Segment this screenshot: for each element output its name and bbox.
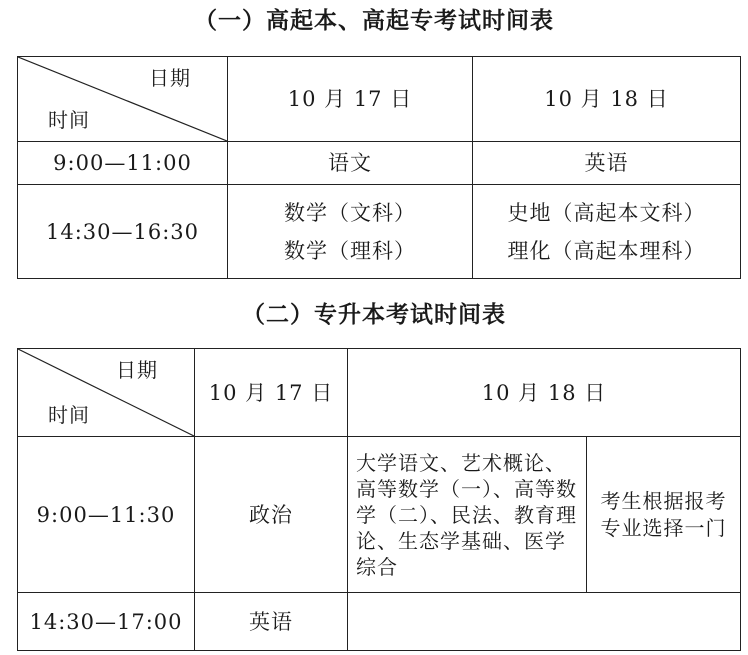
diagonal-header-cell [18, 57, 228, 142]
table-row [18, 185, 741, 279]
time-slot: 9:00—11:00 [18, 142, 228, 185]
table-row [18, 593, 741, 651]
diagonal-header-cell [18, 349, 195, 437]
subject-cell: 英语 [195, 593, 348, 651]
diagonal-line [18, 349, 194, 436]
time-label: 时间 [48, 403, 90, 427]
section1-title: （一）高起本、高起专考试时间表 [194, 8, 554, 34]
table-row [18, 142, 741, 185]
time-slot: 14:30—17:00 [18, 593, 195, 651]
subject-cell [473, 185, 741, 279]
empty-cell [348, 593, 741, 651]
subject-cell: 英语 [473, 142, 741, 185]
subject-cell: 语文 [228, 142, 473, 185]
subject-cell [228, 185, 473, 279]
exam-schedule-table-1 [17, 56, 741, 279]
time-slot: 9:00—11:30 [18, 437, 195, 593]
subject-item: 史地（高起本文科） [507, 200, 706, 225]
subject-item: 数学（文科） [284, 200, 416, 225]
date-header-oct17: 10 月 17 日 [195, 349, 348, 437]
date-header-oct17: 10 月 17 日 [228, 57, 473, 142]
date-label: 日期 [116, 358, 158, 382]
table-header-row [18, 57, 741, 142]
time-slot: 14:30—16:30 [18, 185, 228, 279]
table-header-row [18, 349, 741, 437]
selection-note: 考生根据报考专业选择一门 [587, 437, 741, 593]
subject-item: 理化（高起本理科） [507, 238, 706, 263]
date-label: 日期 [149, 66, 191, 90]
exam-schedule-table-2 [17, 348, 741, 651]
date-header-oct18: 10 月 18 日 [473, 57, 741, 142]
subject-cell: 政治 [195, 437, 348, 593]
time-label: 时间 [48, 108, 90, 132]
table-row [18, 437, 741, 593]
subject-item: 数学（理科） [284, 238, 416, 263]
section2-title: （二）专升本考试时间表 [242, 302, 506, 328]
date-header-oct18: 10 月 18 日 [348, 349, 741, 437]
subject-list-cell: 大学语文、艺术概论、高等数学（一）、高等数学（二）、民法、教育理论、生态学基础、医学综合 [348, 437, 587, 593]
